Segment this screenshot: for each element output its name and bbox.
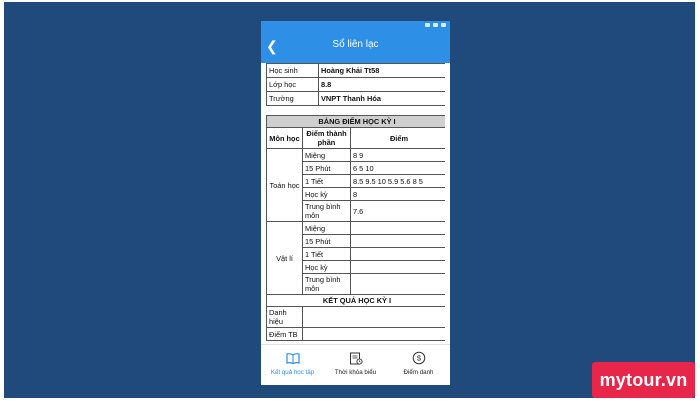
nav-label: Thời khóa biểu — [334, 369, 377, 376]
column-header: Điểm thành phần — [303, 128, 351, 149]
battery-icon — [441, 23, 446, 27]
subject-name: Vật lí — [267, 222, 303, 295]
info-label: Học sinh — [267, 64, 319, 78]
dollar-coin-icon — [412, 351, 426, 365]
table-row — [267, 222, 446, 235]
bottom-nav — [261, 344, 450, 385]
nav-label: Điểm danh — [403, 369, 434, 376]
result-label: Điểm TB — [267, 328, 303, 341]
timetable-icon — [349, 351, 363, 365]
info-row — [267, 92, 446, 106]
result-value — [303, 328, 446, 341]
column-header: Môn học — [267, 128, 303, 149]
table-row — [267, 328, 446, 341]
background-frame — [4, 2, 695, 398]
mytour-logo: mytour.vn — [592, 362, 695, 398]
grade-scores — [351, 274, 446, 295]
nav-label: Kết quả học tập — [270, 369, 315, 376]
grade-type: 1 Tiết — [303, 175, 351, 188]
wifi-icon — [433, 23, 438, 27]
grade-type: Miệng — [303, 149, 351, 162]
grade-table-title: BẢNG ĐIỂM HỌC KỲ I — [267, 116, 446, 128]
grade-type: Học kỳ — [303, 261, 351, 274]
content-area[interactable] — [266, 63, 445, 344]
grade-scores — [351, 248, 446, 261]
info-label: Lớp học — [267, 78, 319, 92]
book-icon — [286, 351, 300, 365]
result-table-title: KẾT QUẢ HỌC KỲ I — [267, 295, 446, 307]
info-row — [267, 78, 446, 92]
grade-type: 1 Tiết — [303, 248, 351, 261]
grade-type: Học kỳ — [303, 188, 351, 201]
info-value: 8.8 — [319, 78, 446, 92]
result-label: Danh hiệu — [267, 307, 303, 328]
nav-item-attendance[interactable] — [387, 345, 450, 385]
grade-scores — [351, 261, 446, 274]
grade-table — [266, 115, 445, 341]
column-header: Điểm — [351, 128, 446, 149]
grade-type: Trung bình môn — [303, 201, 351, 222]
page-title: Sổ liên lạc — [332, 39, 379, 50]
info-value: VNPT Thanh Hóa — [319, 92, 446, 106]
grade-scores — [351, 222, 446, 235]
grade-scores: 8 — [351, 188, 446, 201]
grade-scores: 6 5 10 — [351, 162, 446, 175]
back-arrow-icon[interactable]: ❮ — [266, 38, 278, 54]
grade-scores — [351, 235, 446, 248]
app-bar — [261, 29, 450, 63]
subject-name: Toán học — [267, 149, 303, 222]
grade-type: 15 Phút — [303, 162, 351, 175]
table-row — [267, 307, 446, 328]
grade-type: Miệng — [303, 222, 351, 235]
svg-text:$: $ — [416, 353, 421, 363]
nav-item-study-results[interactable] — [261, 345, 324, 385]
info-label: Trường — [267, 92, 319, 106]
nav-item-timetable[interactable] — [324, 345, 387, 385]
signal-icon — [425, 23, 430, 27]
grade-type: Trung bình môn — [303, 274, 351, 295]
phone-screen — [261, 21, 450, 385]
table-row — [267, 149, 446, 162]
result-value — [303, 307, 446, 328]
status-bar — [261, 21, 450, 29]
grade-type: 15 Phút — [303, 235, 351, 248]
student-info-table — [266, 63, 445, 106]
grade-scores: 7.6 — [351, 201, 446, 222]
grade-scores: 8.5 9.5 10 5.9 5.6 8 5 — [351, 175, 446, 188]
info-value: Hoàng Khải Tt58 — [319, 64, 446, 78]
info-row — [267, 64, 446, 78]
grade-scores: 8 9 — [351, 149, 446, 162]
